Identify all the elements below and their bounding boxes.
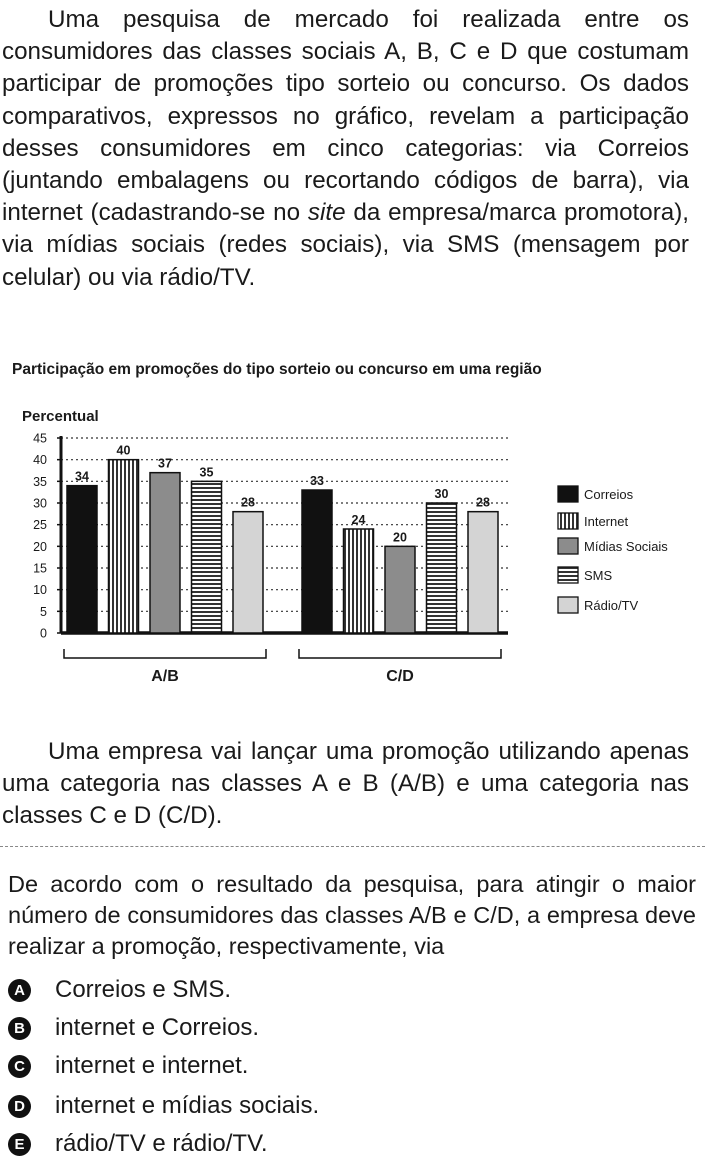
dashed-divider: [0, 846, 705, 847]
data-label: 20: [393, 530, 407, 545]
bar: [109, 460, 139, 633]
option-d-badge: D: [8, 1095, 31, 1118]
option-c[interactable]: [8, 1050, 248, 1082]
y-tick-label: 10: [33, 583, 47, 598]
intro-text-2: da empresa/marca promotora), via mídias sociais (redes sociais), via SMS (mensagem por celular) ou via rádio/TV.: [2, 199, 689, 291]
option-a[interactable]: [8, 974, 231, 1006]
data-label: 28: [241, 495, 255, 510]
data-label: 33: [310, 474, 324, 488]
data-label: 35: [199, 465, 214, 480]
y-tick-label: 40: [33, 453, 47, 468]
intro-text-1: Uma pesquisa de mercado foi realizada entre os consumidores das classes sociais A, B, C e D que costumam participar de promoções tipo sorteio ou concurso. Os dados comparativos, expressos no gráfico, revelam a participação desses consumidores em cinco categorias: via Correios (juntando embalagens ou recortando códigos de barra), via internet (cadastrando-se no: [2, 6, 689, 227]
y-tick-label: 25: [33, 518, 47, 533]
legend-swatch: [558, 486, 578, 502]
data-label: 34: [75, 469, 89, 484]
option-d[interactable]: [8, 1090, 319, 1122]
question-text: De acordo com o resultado da pesquisa, para atingir o maior número de consumidores das classes A/B e C/D, a empresa deve realizar a promoção, respectivamente, via: [8, 871, 696, 959]
bar: [427, 503, 457, 633]
data-label: 37: [158, 456, 172, 471]
bar: [192, 481, 222, 633]
category-label: A/B: [151, 668, 179, 685]
legend-label: Correios: [584, 487, 634, 502]
y-tick-label: 0: [40, 626, 47, 641]
legend-label: Rádio/TV: [584, 598, 639, 613]
bar: [67, 486, 97, 633]
legend-swatch: [558, 538, 578, 554]
option-b-badge: B: [8, 1017, 31, 1040]
intro-paragraph: [2, 4, 689, 294]
legend-label: Internet: [584, 514, 629, 529]
data-label: 24: [351, 513, 366, 527]
bar: [150, 473, 180, 633]
legend-swatch: [558, 567, 578, 583]
y-tick-label: 5: [40, 604, 47, 619]
data-label: 40: [116, 443, 131, 458]
intro-italic: site: [307, 199, 346, 227]
bar: [385, 546, 415, 633]
scenario-paragraph: [2, 736, 689, 833]
legend-swatch: [558, 513, 578, 529]
option-b[interactable]: [8, 1012, 259, 1044]
y-axis-label: Percentual: [22, 408, 99, 425]
bar: [468, 512, 498, 633]
legend-label: SMS: [584, 568, 613, 583]
data-label: 28: [476, 495, 490, 510]
scenario-text: Uma empresa vai lançar uma promoção utilizando apenas uma categoria nas classes A e B (A/B) e uma categoria nas classes C e D (C/D).: [2, 738, 689, 830]
y-tick-label: 45: [33, 431, 47, 446]
group-bracket: [299, 649, 501, 658]
option-e[interactable]: [8, 1128, 268, 1160]
bar-chart: [0, 395, 705, 695]
group-bracket: [64, 649, 266, 658]
y-tick-label: 35: [33, 474, 47, 489]
bar: [344, 529, 374, 633]
option-d-text: internet e mídias sociais.: [55, 1092, 320, 1119]
y-tick-label: 30: [33, 496, 47, 511]
option-c-text: internet e internet.: [55, 1052, 249, 1079]
y-tick-label: 20: [33, 539, 47, 554]
chart-title: Participação em promoções do tipo sorteio ou concurso em uma região: [12, 361, 542, 378]
data-label: 30: [434, 487, 449, 501]
option-e-text: rádio/TV e rádio/TV.: [55, 1130, 268, 1157]
option-e-badge: E: [8, 1133, 31, 1156]
y-tick-label: 15: [33, 561, 47, 576]
option-b-text: internet e Correios.: [55, 1014, 260, 1041]
bar: [302, 490, 332, 633]
legend-label: Mídias Sociais: [584, 539, 668, 554]
option-a-badge: A: [8, 979, 31, 1002]
option-a-text: Correios e SMS.: [55, 976, 232, 1003]
option-c-badge: C: [8, 1055, 31, 1078]
legend-swatch: [558, 597, 578, 613]
category-label: C/D: [386, 668, 414, 685]
bar: [233, 512, 263, 633]
